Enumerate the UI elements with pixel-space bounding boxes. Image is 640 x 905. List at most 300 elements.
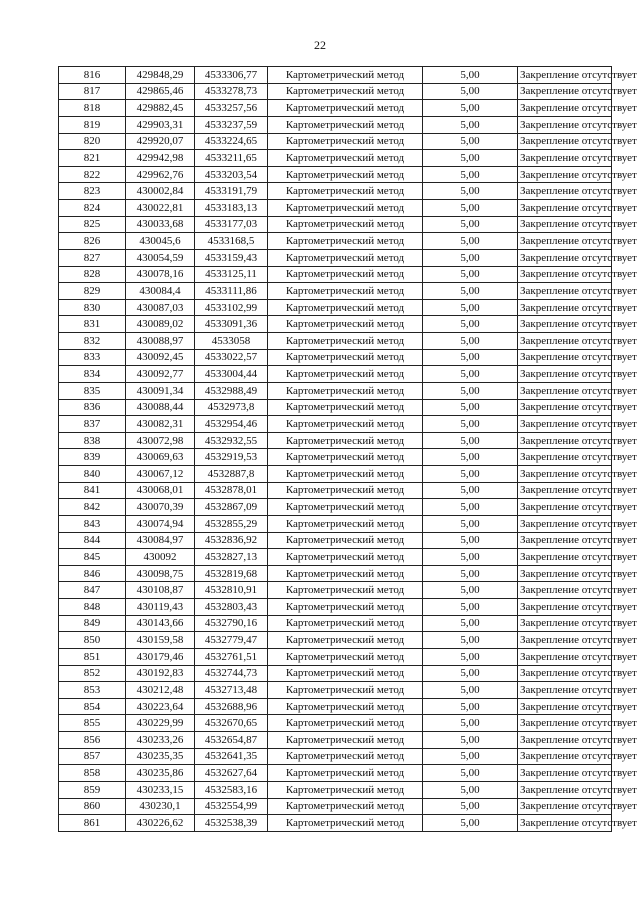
accuracy-cell: 5,00 [423,366,518,383]
method-cell: Картометрический метод [268,632,423,649]
point-number-cell: 831 [59,316,126,333]
accuracy-cell: 5,00 [423,582,518,599]
point-number-cell: 846 [59,565,126,582]
x-coordinate-cell: 430045,6 [126,233,195,250]
fixing-description-cell: Закрепление отсутствует [518,366,612,383]
table-row [59,399,612,416]
page-number: 22 [314,38,326,52]
table-row [59,333,612,350]
point-number-cell: 841 [59,482,126,499]
accuracy-cell: 5,00 [423,648,518,665]
fixing-description-cell: Закрепление отсутствует [518,665,612,682]
y-coordinate-cell: 4532538,39 [195,815,268,832]
x-coordinate-cell: 430119,43 [126,599,195,616]
method-cell: Картометрический метод [268,316,423,333]
accuracy-cell: 5,00 [423,565,518,582]
table-row [59,83,612,100]
fixing-description-cell: Закрепление отсутствует [518,599,612,616]
method-cell: Картометрический метод [268,532,423,549]
table-row [59,532,612,549]
y-coordinate-cell: 4532654,87 [195,732,268,749]
y-coordinate-cell: 4532919,53 [195,449,268,466]
y-coordinate-cell: 4532878,01 [195,482,268,499]
method-cell: Картометрический метод [268,798,423,815]
fixing-description-cell: Закрепление отсутствует [518,798,612,815]
point-number-cell: 833 [59,349,126,366]
fixing-description-cell: Закрепление отсутствует [518,399,612,416]
method-cell: Картометрический метод [268,67,423,84]
fixing-description-cell: Закрепление отсутствует [518,299,612,316]
y-coordinate-cell: 4533159,43 [195,249,268,266]
point-number-cell: 817 [59,83,126,100]
method-cell: Картометрический метод [268,166,423,183]
x-coordinate-cell: 430098,75 [126,565,195,582]
fixing-description-cell: Закрепление отсутствует [518,549,612,566]
method-cell: Картометрический метод [268,382,423,399]
x-coordinate-cell: 430088,44 [126,399,195,416]
method-cell: Картометрический метод [268,648,423,665]
x-coordinate-cell: 430054,59 [126,249,195,266]
y-coordinate-cell: 4532836,92 [195,532,268,549]
table-row [59,449,612,466]
y-coordinate-cell: 4533278,73 [195,83,268,100]
x-coordinate-cell: 429848,29 [126,67,195,84]
y-coordinate-cell: 4533058 [195,333,268,350]
x-coordinate-cell: 429942,98 [126,150,195,167]
point-number-cell: 821 [59,150,126,167]
accuracy-cell: 5,00 [423,532,518,549]
x-coordinate-cell: 430074,94 [126,515,195,532]
table-row [59,715,612,732]
point-number-cell: 855 [59,715,126,732]
accuracy-cell: 5,00 [423,632,518,649]
accuracy-cell: 5,00 [423,466,518,483]
method-cell: Картометрический метод [268,482,423,499]
table-row [59,765,612,782]
table-row [59,698,612,715]
table-row [59,549,612,566]
x-coordinate-cell: 430070,39 [126,499,195,516]
x-coordinate-cell: 430229,99 [126,715,195,732]
x-coordinate-cell: 430082,31 [126,416,195,433]
fixing-description-cell: Закрепление отсутствует [518,116,612,133]
point-number-cell: 822 [59,166,126,183]
table-row [59,582,612,599]
point-number-cell: 835 [59,382,126,399]
point-number-cell: 823 [59,183,126,200]
y-coordinate-cell: 4532627,64 [195,765,268,782]
x-coordinate-cell: 430078,16 [126,266,195,283]
accuracy-cell: 5,00 [423,765,518,782]
y-coordinate-cell: 4532954,46 [195,416,268,433]
fixing-description-cell: Закрепление отсутствует [518,815,612,832]
point-number-cell: 816 [59,67,126,84]
x-coordinate-cell: 430235,35 [126,748,195,765]
y-coordinate-cell: 4532583,16 [195,781,268,798]
accuracy-cell: 5,00 [423,133,518,150]
fixing-description-cell: Закрепление отсутствует [518,416,612,433]
table-row [59,599,612,616]
point-number-cell: 850 [59,632,126,649]
method-cell: Картометрический метод [268,116,423,133]
table-row [59,748,612,765]
table-row [59,266,612,283]
x-coordinate-cell: 430233,26 [126,732,195,749]
method-cell: Картометрический метод [268,432,423,449]
accuracy-cell: 5,00 [423,432,518,449]
y-coordinate-cell: 4532973,8 [195,399,268,416]
x-coordinate-cell: 429962,76 [126,166,195,183]
method-cell: Картометрический метод [268,565,423,582]
x-coordinate-cell: 430092 [126,549,195,566]
method-cell: Картометрический метод [268,216,423,233]
point-number-cell: 834 [59,366,126,383]
table-row [59,781,612,798]
accuracy-cell: 5,00 [423,299,518,316]
table-row [59,133,612,150]
x-coordinate-cell: 430033,68 [126,216,195,233]
accuracy-cell: 5,00 [423,615,518,632]
x-coordinate-cell: 430226,62 [126,815,195,832]
x-coordinate-cell: 430088,97 [126,333,195,350]
table-row [59,116,612,133]
accuracy-cell: 5,00 [423,83,518,100]
y-coordinate-cell: 4532790,16 [195,615,268,632]
fixing-description-cell: Закрепление отсутствует [518,732,612,749]
accuracy-cell: 5,00 [423,266,518,283]
y-coordinate-cell: 4532713,48 [195,682,268,699]
method-cell: Картометрический метод [268,449,423,466]
method-cell: Картометрический метод [268,715,423,732]
y-coordinate-cell: 4532670,65 [195,715,268,732]
y-coordinate-cell: 4532744,73 [195,665,268,682]
method-cell: Картометрический метод [268,349,423,366]
table-row [59,815,612,832]
table-row [59,499,612,516]
accuracy-cell: 5,00 [423,416,518,433]
y-coordinate-cell: 4532803,43 [195,599,268,616]
y-coordinate-cell: 4532554,99 [195,798,268,815]
fixing-description-cell: Закрепление отсутствует [518,316,612,333]
y-coordinate-cell: 4532932,55 [195,432,268,449]
point-number-cell: 820 [59,133,126,150]
y-coordinate-cell: 4533004,44 [195,366,268,383]
point-number-cell: 826 [59,233,126,250]
table-row [59,366,612,383]
point-number-cell: 825 [59,216,126,233]
point-number-cell: 857 [59,748,126,765]
fixing-description-cell: Закрепление отсутствует [518,698,612,715]
accuracy-cell: 5,00 [423,499,518,516]
fixing-description-cell: Закрепление отсутствует [518,133,612,150]
fixing-description-cell: Закрепление отсутствует [518,482,612,499]
accuracy-cell: 5,00 [423,682,518,699]
accuracy-cell: 5,00 [423,599,518,616]
table-row [59,249,612,266]
y-coordinate-cell: 4532688,96 [195,698,268,715]
table-row [59,732,612,749]
y-coordinate-cell: 4533237,59 [195,116,268,133]
fixing-description-cell: Закрепление отсутствует [518,166,612,183]
accuracy-cell: 5,00 [423,698,518,715]
fixing-description-cell: Закрепление отсутствует [518,150,612,167]
method-cell: Картометрический метод [268,582,423,599]
table-row [59,299,612,316]
x-coordinate-cell: 430084,4 [126,283,195,300]
accuracy-cell: 5,00 [423,399,518,416]
y-coordinate-cell: 4532641,35 [195,748,268,765]
table-row [59,349,612,366]
fixing-description-cell: Закрепление отсутствует [518,100,612,117]
y-coordinate-cell: 4532819,68 [195,565,268,582]
table-row [59,233,612,250]
point-number-cell: 828 [59,266,126,283]
method-cell: Картометрический метод [268,549,423,566]
fixing-description-cell: Закрепление отсутствует [518,333,612,350]
point-number-cell: 851 [59,648,126,665]
point-number-cell: 860 [59,798,126,815]
fixing-description-cell: Закрепление отсутствует [518,582,612,599]
table-row [59,565,612,582]
table-row [59,466,612,483]
y-coordinate-cell: 4532988,49 [195,382,268,399]
y-coordinate-cell: 4532779,47 [195,632,268,649]
method-cell: Картометрический метод [268,748,423,765]
accuracy-cell: 5,00 [423,781,518,798]
y-coordinate-cell: 4533022,57 [195,349,268,366]
point-number-cell: 840 [59,466,126,483]
method-cell: Картометрический метод [268,249,423,266]
x-coordinate-cell: 430159,58 [126,632,195,649]
y-coordinate-cell: 4533203,54 [195,166,268,183]
point-number-cell: 824 [59,200,126,217]
x-coordinate-cell: 430072,98 [126,432,195,449]
accuracy-cell: 5,00 [423,349,518,366]
method-cell: Картометрический метод [268,416,423,433]
point-number-cell: 819 [59,116,126,133]
fixing-description-cell: Закрепление отсутствует [518,781,612,798]
table-row [59,482,612,499]
point-number-cell: 861 [59,815,126,832]
method-cell: Картометрический метод [268,183,423,200]
method-cell: Картометрический метод [268,599,423,616]
accuracy-cell: 5,00 [423,216,518,233]
accuracy-cell: 5,00 [423,815,518,832]
accuracy-cell: 5,00 [423,382,518,399]
x-coordinate-cell: 430084,97 [126,532,195,549]
x-coordinate-cell: 430108,87 [126,582,195,599]
x-coordinate-cell: 430143,66 [126,615,195,632]
fixing-description-cell: Закрепление отсутствует [518,532,612,549]
fixing-description-cell: Закрепление отсутствует [518,200,612,217]
x-coordinate-cell: 430179,46 [126,648,195,665]
accuracy-cell: 5,00 [423,150,518,167]
method-cell: Картометрический метод [268,283,423,300]
y-coordinate-cell: 4533177,03 [195,216,268,233]
fixing-description-cell: Закрепление отсутствует [518,682,612,699]
x-coordinate-cell: 430230,1 [126,798,195,815]
method-cell: Картометрический метод [268,499,423,516]
point-number-cell: 837 [59,416,126,433]
x-coordinate-cell: 430212,48 [126,682,195,699]
method-cell: Картометрический метод [268,615,423,632]
accuracy-cell: 5,00 [423,715,518,732]
accuracy-cell: 5,00 [423,748,518,765]
point-number-cell: 845 [59,549,126,566]
method-cell: Картометрический метод [268,732,423,749]
x-coordinate-cell: 430223,64 [126,698,195,715]
point-number-cell: 853 [59,682,126,699]
table-row [59,615,612,632]
fixing-description-cell: Закрепление отсутствует [518,67,612,84]
y-coordinate-cell: 4532867,09 [195,499,268,516]
method-cell: Картометрический метод [268,100,423,117]
coordinates-table [58,66,637,832]
x-coordinate-cell: 430069,63 [126,449,195,466]
accuracy-cell: 5,00 [423,67,518,84]
x-coordinate-cell: 430092,45 [126,349,195,366]
method-cell: Картометрический метод [268,765,423,782]
y-coordinate-cell: 4532855,29 [195,515,268,532]
x-coordinate-cell: 430192,83 [126,665,195,682]
accuracy-cell: 5,00 [423,515,518,532]
y-coordinate-cell: 4532827,13 [195,549,268,566]
method-cell: Картометрический метод [268,515,423,532]
method-cell: Картометрический метод [268,682,423,699]
accuracy-cell: 5,00 [423,233,518,250]
point-number-cell: 842 [59,499,126,516]
method-cell: Картометрический метод [268,333,423,350]
point-number-cell: 832 [59,333,126,350]
accuracy-cell: 5,00 [423,283,518,300]
fixing-description-cell: Закрепление отсутствует [518,233,612,250]
x-coordinate-cell: 430087,03 [126,299,195,316]
method-cell: Картометрический метод [268,83,423,100]
x-coordinate-cell: 429865,46 [126,83,195,100]
method-cell: Картометрический метод [268,466,423,483]
method-cell: Картометрический метод [268,233,423,250]
accuracy-cell: 5,00 [423,798,518,815]
y-coordinate-cell: 4532887,8 [195,466,268,483]
method-cell: Картометрический метод [268,150,423,167]
fixing-description-cell: Закрепление отсутствует [518,748,612,765]
accuracy-cell: 5,00 [423,316,518,333]
fixing-description-cell: Закрепление отсутствует [518,249,612,266]
table-row [59,632,612,649]
point-number-cell: 847 [59,582,126,599]
method-cell: Картометрический метод [268,299,423,316]
y-coordinate-cell: 4533306,77 [195,67,268,84]
table-row [59,200,612,217]
table-row [59,166,612,183]
x-coordinate-cell: 429903,31 [126,116,195,133]
accuracy-cell: 5,00 [423,665,518,682]
point-number-cell: 849 [59,615,126,632]
y-coordinate-cell: 4533091,36 [195,316,268,333]
point-number-cell: 839 [59,449,126,466]
y-coordinate-cell: 4533191,79 [195,183,268,200]
method-cell: Картометрический метод [268,200,423,217]
method-cell: Картометрический метод [268,266,423,283]
table-row [59,665,612,682]
point-number-cell: 854 [59,698,126,715]
fixing-description-cell: Закрепление отсутствует [518,382,612,399]
x-coordinate-cell: 430089,02 [126,316,195,333]
fixing-description-cell: Закрепление отсутствует [518,83,612,100]
fixing-description-cell: Закрепление отсутствует [518,715,612,732]
point-number-cell: 843 [59,515,126,532]
x-coordinate-cell: 430235,86 [126,765,195,782]
fixing-description-cell: Закрепление отсутствует [518,615,612,632]
fixing-description-cell: Закрепление отсутствует [518,565,612,582]
accuracy-cell: 5,00 [423,183,518,200]
table-row [59,432,612,449]
y-coordinate-cell: 4533168,5 [195,233,268,250]
point-number-cell: 838 [59,432,126,449]
method-cell: Картометрический метод [268,366,423,383]
table-row [59,316,612,333]
y-coordinate-cell: 4533183,13 [195,200,268,217]
accuracy-cell: 5,00 [423,449,518,466]
accuracy-cell: 5,00 [423,732,518,749]
x-coordinate-cell: 430091,34 [126,382,195,399]
accuracy-cell: 5,00 [423,200,518,217]
point-number-cell: 848 [59,599,126,616]
point-number-cell: 852 [59,665,126,682]
table-row [59,100,612,117]
point-number-cell: 844 [59,532,126,549]
method-cell: Картометрический метод [268,815,423,832]
point-number-cell: 836 [59,399,126,416]
fixing-description-cell: Закрепление отсутствует [518,515,612,532]
fixing-description-cell: Закрепление отсутствует [518,449,612,466]
fixing-description-cell: Закрепление отсутствует [518,648,612,665]
x-coordinate-cell: 430233,15 [126,781,195,798]
accuracy-cell: 5,00 [423,333,518,350]
method-cell: Картометрический метод [268,665,423,682]
x-coordinate-cell: 430068,01 [126,482,195,499]
point-number-cell: 859 [59,781,126,798]
fixing-description-cell: Закрепление отсутствует [518,466,612,483]
x-coordinate-cell: 429882,45 [126,100,195,117]
y-coordinate-cell: 4532810,91 [195,582,268,599]
table-row [59,515,612,532]
fixing-description-cell: Закрепление отсутствует [518,216,612,233]
table-row [59,682,612,699]
x-coordinate-cell: 430067,12 [126,466,195,483]
accuracy-cell: 5,00 [423,100,518,117]
point-number-cell: 858 [59,765,126,782]
y-coordinate-cell: 4533111,86 [195,283,268,300]
table-row [59,216,612,233]
y-coordinate-cell: 4533224,65 [195,133,268,150]
accuracy-cell: 5,00 [423,166,518,183]
accuracy-cell: 5,00 [423,549,518,566]
accuracy-cell: 5,00 [423,482,518,499]
y-coordinate-cell: 4533102,99 [195,299,268,316]
x-coordinate-cell: 430092,77 [126,366,195,383]
fixing-description-cell: Закрепление отсутствует [518,432,612,449]
fixing-description-cell: Закрепление отсутствует [518,349,612,366]
point-number-cell: 829 [59,283,126,300]
y-coordinate-cell: 4533211,65 [195,150,268,167]
point-number-cell: 856 [59,732,126,749]
accuracy-cell: 5,00 [423,249,518,266]
point-number-cell: 827 [59,249,126,266]
method-cell: Картометрический метод [268,399,423,416]
fixing-description-cell: Закрепление отсутствует [518,499,612,516]
x-coordinate-cell: 430002,84 [126,183,195,200]
